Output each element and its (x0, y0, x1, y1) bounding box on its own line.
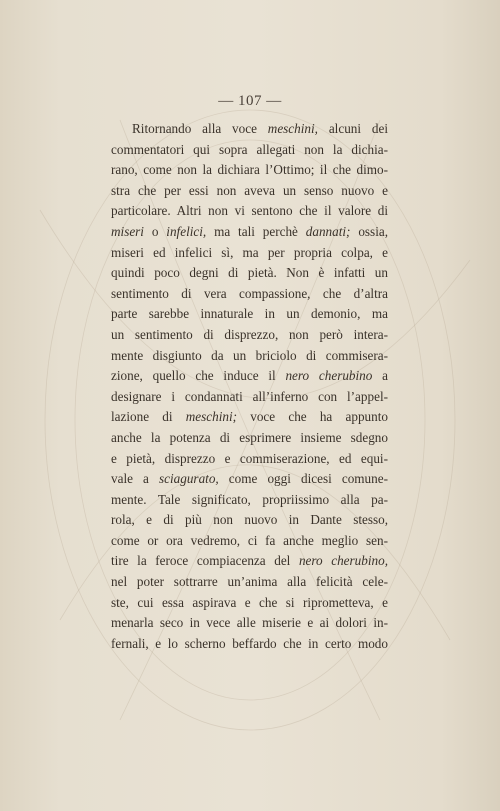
text-run: zione, quello che induce il (111, 368, 286, 384)
text-line (111, 428, 388, 449)
text-run: fernali, e lo scherno beffardo che in certo modo (111, 635, 388, 651)
text-line (111, 366, 388, 387)
text-line (111, 284, 388, 305)
text-run: menarla seco in vece alle miserie e ai dolori in- (111, 615, 388, 631)
text-run: anche la potenza di esprimere insieme sdegno (111, 429, 388, 445)
italic-phrase: meschini, (267, 121, 318, 136)
text-line (111, 449, 388, 470)
text-run: vale a (111, 471, 159, 487)
text-line (111, 346, 388, 367)
italic-phrase: sciagurato, (159, 471, 219, 487)
text-run: mente. Tale significato, propriissimo alla pa- (111, 491, 388, 507)
text-run: nel poter sottrarre un’anima alla felicità cele- (111, 574, 388, 590)
italic-phrase: dannati; (305, 223, 351, 239)
italic-phrase: meschini; (185, 409, 238, 425)
text-run: o (143, 223, 167, 239)
text-line (111, 613, 388, 634)
text-run: quindi poco degni di pietà. Non è infatti un (111, 265, 388, 281)
text-run: come oggi dicesi comune- (218, 471, 388, 487)
text-line (111, 119, 388, 140)
text-line (111, 407, 388, 428)
text-line (111, 531, 388, 552)
text-line (111, 304, 388, 325)
text-run: sentimento di vera compassione, che d’altra (111, 285, 388, 301)
text-run: commentatori qui sopra allegati non la dichia- (111, 141, 388, 157)
text-line (111, 325, 388, 346)
text-run: a (372, 368, 388, 384)
text-line (111, 551, 388, 572)
text-run: ma tali perchè (206, 223, 306, 239)
italic-phrase: infelici, (166, 223, 207, 239)
page-number-header: — 107 — (218, 93, 282, 109)
italic-phrase: nero cherubino, (298, 553, 389, 569)
text-line (111, 572, 388, 593)
text-line (111, 387, 388, 408)
text-run: come or ora vedremo, ci fa anche meglio sen- (111, 532, 388, 548)
text-line (111, 243, 388, 264)
text-line (111, 490, 388, 511)
text-run: mente disgiunto da un briciolo di commisera- (111, 347, 388, 363)
text-line (111, 263, 388, 284)
text-run: e pietà, disprezzo e commiserazione, ed equi- (111, 450, 388, 466)
text-line (111, 201, 388, 222)
text-run: voce che ha appunto (237, 409, 388, 425)
italic-phrase: nero cherubino (285, 368, 373, 384)
text-line (111, 469, 388, 490)
text-run: rano, come non la dichiara l’Ottimo; il che dimo- (111, 162, 388, 178)
text-line (111, 181, 388, 202)
body-text (111, 119, 388, 654)
text-run: un sentimento di disprezzo, non però intera- (111, 326, 388, 342)
text-line (111, 510, 388, 531)
text-run: designare i condannati all’inferno con l’appel- (111, 388, 388, 404)
text-run: tire la feroce compiacenza del (111, 553, 299, 569)
text-line (111, 634, 388, 655)
text-run: miseri ed infelici sì, ma per propria colpa, e (111, 244, 388, 260)
text-run: particolare. Altri non vi sentono che il valore di (111, 203, 388, 219)
text-line (111, 222, 388, 243)
text-run: stra che per essi non aveva un senso nuovo e (111, 182, 388, 198)
text-run: lazione di (111, 409, 186, 425)
italic-phrase: miseri (111, 223, 144, 239)
text-run: rola, e di più non nuovo in Dante stesso, (111, 512, 388, 528)
text-run: parte sarebbe innaturale in un demonio, ma (111, 306, 388, 322)
text-run: Ritornando alla voce (132, 121, 268, 136)
text-line (111, 160, 388, 181)
text-run: alcuni dei (317, 121, 388, 136)
text-line (111, 140, 388, 161)
text-run: ste, cui essa aspirava e che si riprometteva, e (111, 594, 388, 610)
text-line (111, 593, 388, 614)
text-run: ossia, (350, 223, 389, 239)
